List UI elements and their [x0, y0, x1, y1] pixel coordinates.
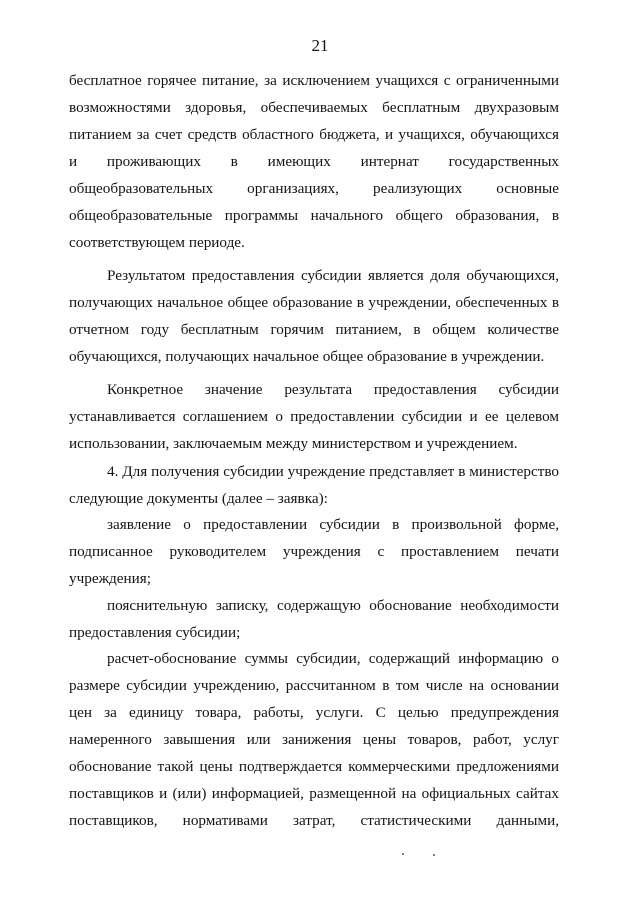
- paragraph-4-line-1: 4. Для получения субсидии учреждение представляет в министерство: [107, 463, 559, 480]
- scan-speck: [402, 853, 404, 855]
- paragraph-3-line-3: использовании, заключаемым между министерством и учреждением.: [69, 435, 518, 452]
- paragraph-7-line-2: размере субсидии учреждению, рассчитанном в том числе на основании: [69, 677, 559, 694]
- paragraph-1-line-2: возможностями здоровья, обеспечиваемых бесплатным двухразовым: [69, 99, 559, 116]
- paragraph-2-line-3: отчетном году бесплатным горячим питанием, в общем количестве: [69, 321, 559, 338]
- paragraph-7-line-7: поставщиков, нормативами затрат, статистическими данными,: [69, 812, 559, 829]
- paragraph-7-line-3: цен за единицу товара, работы, услуги. С целью предупреждения: [69, 704, 559, 721]
- paragraph-7-line-6: поставщиков и (или) информацией, размещенной на официальных сайтах: [69, 785, 559, 802]
- paragraph-5-line-3: учреждения;: [69, 570, 151, 587]
- paragraph-6-line-1: пояснительную записку, содержащую обоснование необходимости: [107, 597, 559, 614]
- paragraph-1-line-3: питанием за счет средств областного бюджета, и учащихся, обучающихся: [69, 126, 559, 143]
- paragraph-3-line-2: устанавливается соглашением о предоставлении субсидии и ее целевом: [69, 408, 559, 425]
- paragraph-2-line-4: обучающихся, получающих начальное общее образование в учреждении.: [69, 348, 545, 365]
- paragraph-7-line-1: расчет-обоснование суммы субсидии, содержащий информацию о: [107, 650, 559, 667]
- paragraph-7-line-5: обоснование такой цены подтверждается коммерческими предложениями: [69, 758, 559, 775]
- page-number: 21: [311, 36, 329, 55]
- paragraph-1-line-1: бесплатное горячее питание, за исключением учащихся с ограниченными: [69, 72, 559, 89]
- paragraph-6-line-2: предоставления субсидии;: [69, 624, 241, 641]
- paragraph-2-line-1: Результатом предоставления субсидии является доля обучающихся,: [107, 267, 559, 284]
- paragraph-5-line-1: заявление о предоставлении субсидии в произвольной форме,: [107, 516, 559, 533]
- paragraph-1-line-6: общеобразовательные программы начального общего образования, в: [69, 207, 559, 224]
- paragraph-1-line-4: и проживающих в имеющих интернат государственных: [69, 153, 559, 170]
- paragraph-1-line-7: соответствующем периоде.: [69, 234, 245, 251]
- paragraph-4-line-2: следующие документы (далее – заявка):: [69, 490, 328, 507]
- paragraph-7-line-4: намеренного завышения или занижения цены товаров, работ, услуг: [69, 731, 559, 748]
- paragraph-3-line-1: Конкретное значение результата предоставления субсидии: [107, 381, 559, 398]
- paragraph-2-line-2: получающих начальное общее образование в учреждении, обеспеченных в: [69, 294, 559, 311]
- paragraph-1-line-5: общеобразовательных организациях, реализующих основные: [69, 180, 559, 197]
- scan-speck: [433, 854, 435, 856]
- paragraph-5-line-2: подписанное руководителем учреждения с проставлением печати: [69, 543, 559, 560]
